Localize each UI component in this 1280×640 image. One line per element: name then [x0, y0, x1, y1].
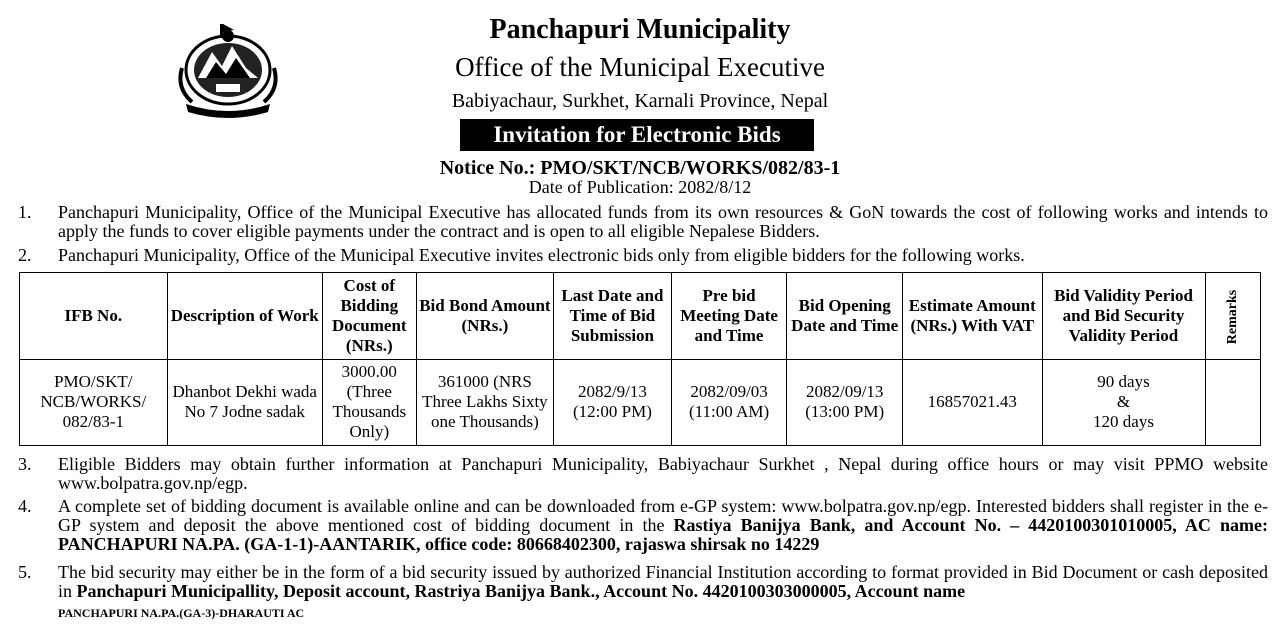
paragraph-number: 4. — [18, 496, 32, 516]
header-opening: Bid Opening Date and Time — [787, 273, 903, 360]
header-validity: Bid Validity Period and Bid Security Validity Period — [1042, 273, 1205, 360]
cell-cost: 3000.00 (Three Thousands Only) — [322, 359, 416, 446]
validity-ampersand: & — [1116, 392, 1131, 412]
header-remarks — [1205, 273, 1261, 360]
cell-description: Dhanbot Dekhi wada No 7 Jodne sadak — [167, 359, 322, 446]
header-description: Description of Work — [167, 273, 322, 360]
paragraph-5 — [18, 563, 1268, 623]
cell-ifb: PMO/SKT/ NCB/WORKS/ 082/83-1 — [20, 359, 168, 446]
cell-prebid: 2082/09/03 (11:00 AM) — [671, 359, 787, 446]
paragraph-text-regular: The bid security may either be in the form of a bid security issued by authorized Financial Institution according to format provided in Bid Document or cash deposited in — [58, 562, 1268, 601]
paragraph-1 — [18, 203, 1268, 241]
municipality-name: Panchapuri Municipality — [489, 14, 791, 45]
cell-last-date: 2082/9/13 (12:00 PM) — [554, 359, 672, 446]
paragraph-number: 5. — [18, 562, 32, 582]
table-row — [20, 359, 1261, 446]
cell-remarks — [1205, 359, 1261, 446]
paragraph-number: 3. — [18, 454, 32, 474]
validity-bid: 90 days — [1097, 372, 1150, 392]
cell-estimate: 16857021.43 — [903, 359, 1043, 446]
publication-date: Date of Publication: 2082/8/12 — [528, 177, 752, 197]
remarks-label: Remarks — [1224, 289, 1240, 344]
paragraph-4 — [18, 497, 1268, 554]
paragraph-text — [58, 563, 1268, 601]
validity-security: 120 days — [1093, 412, 1154, 432]
paragraph-text-regular: A complete set of bidding document is available online and can be downloaded from e-GP system: www.bolpatra.gov.np/egp. Interested bidders shall register in the e-GP system and deposit the above mentioned cost of bidding document in the — [58, 496, 1268, 535]
header-prebid: Pre bid Meeting Date and Time — [671, 273, 787, 360]
header-last-date: Last Date and Time of Bid Submission — [554, 273, 672, 360]
header-bid-bond: Bid Bond Amount (NRs.) — [416, 273, 553, 360]
paragraph-text — [58, 497, 1268, 554]
paragraph-number: 2. — [18, 245, 32, 265]
header-ifb: IFB No. — [20, 273, 168, 360]
office-name: Office of the Municipal Executive — [455, 52, 825, 82]
paragraph-text: Panchapuri Municipality, Office of the Municipal Executive invites electronic bids only from eligible bidders for the following works. — [58, 245, 1025, 265]
deposit-account-details: Panchapuri Municipallity, Deposit account, Rastriya Banijya Bank., Account No. 4420100303000005, Account name — [76, 581, 966, 601]
notice-number: Notice No.: PMO/SKT/NCB/WORKS/082/83-1 — [439, 157, 841, 179]
cell-opening: 2082/09/13 (13:00 PM) — [787, 359, 903, 446]
paragraph-text: Eligible Bidders may obtain further information at Panchapuri Municipality, Babiyachaur Surkhet , Nepal during office hours or may visit PPMO website www.bolpatra.gov.np/egp. — [58, 454, 1268, 493]
cell-validity — [1042, 359, 1205, 446]
paragraph-text: Panchapuri Municipality, Office of the Municipal Executive has allocated funds from its own resources & GoN towards the cost of following works and intends to apply the funds to cover eligible payments under the contract and is open to all eligible Nepalese Bidders. — [58, 202, 1268, 241]
cell-bid-bond: 361000 (NRS Three Lakhs Sixty one Thousands) — [416, 359, 553, 446]
account-name: PANCHAPURI NA.PA.(GA-3)-DHARAUTI AC — [58, 606, 305, 620]
notice-title: Invitation for Electronic Bids — [460, 119, 814, 151]
bids-table — [19, 272, 1261, 446]
table-header-row — [20, 273, 1261, 360]
paragraph-3 — [18, 455, 1268, 493]
paragraph-number: 1. — [18, 202, 32, 222]
bank-account-details: Rastiya Banijya Bank, and Account No. – 4420100301010005, AC name: PANCHAPURI NA.PA. (GA-1-1)-AANTARIK, office code: 80668402300, rajaswa shirsak no 14229 — [58, 515, 1268, 554]
header-cost: Cost of Bidding Document (NRs.) — [322, 273, 416, 360]
municipality-emblem-logo — [172, 18, 284, 118]
header-estimate: Estimate Amount (NRs.) With VAT — [903, 273, 1043, 360]
office-address: Babiyachaur, Surkhet, Karnali Province, Nepal — [451, 90, 829, 112]
paragraph-2 — [18, 246, 1268, 265]
